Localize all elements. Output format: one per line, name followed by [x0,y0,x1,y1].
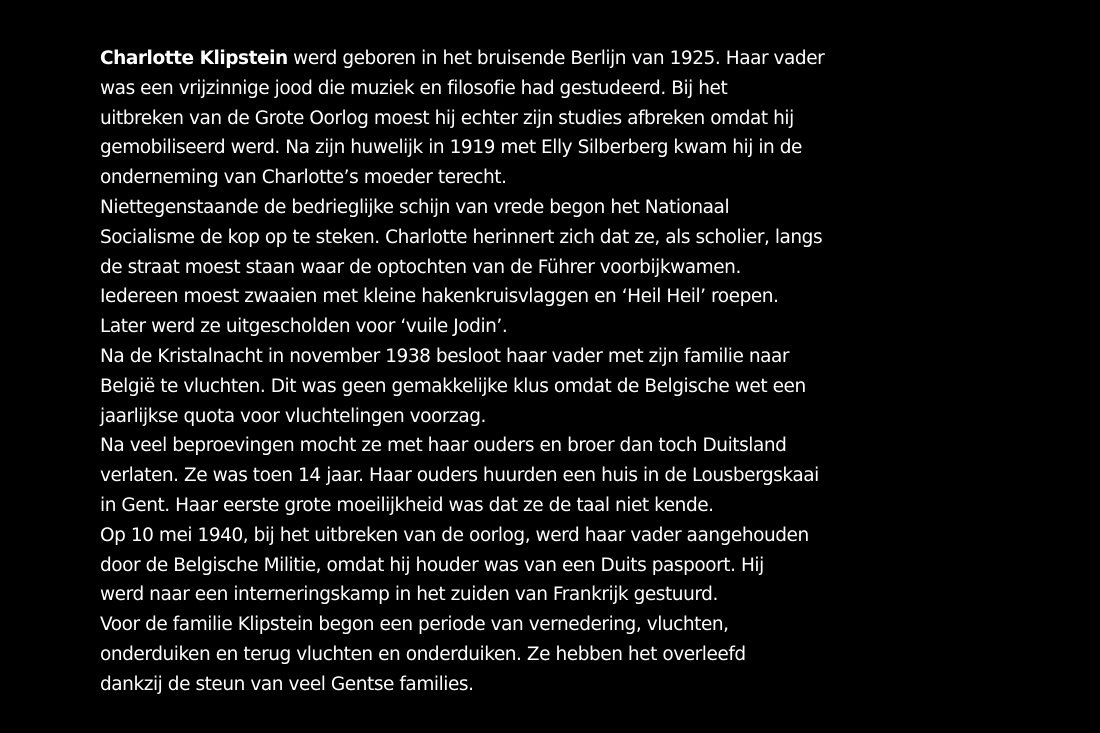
text-line: Socialisme de kop op te steken. Charlotte herinnert zich dat ze, als scholier, langs [100,226,823,248]
text-line: onderduiken en terug vluchten en onderduiken. Ze hebben het overleefd [100,643,746,665]
text-line: uitbreken van de Grote Oorlog moest hij echter zijn studies afbreken omdat hij [100,107,794,129]
text-line: Iedereen moest zwaaien met kleine hakenkruisvlaggen en ‘Heil Heil’ roepen. [100,286,779,308]
text-line: werd naar een interneringskamp in het zuiden van Frankrijk gestuurd. [100,584,718,606]
text-line: was een vrijzinnige jood die muziek en filosofie had gestudeerd. Bij het [100,77,728,99]
text-line: verlaten. Ze was toen 14 jaar. Haar ouders huurden een huis in de Lousbergskaai [100,465,819,487]
text-line: Op 10 mei 1940, bij het uitbreken van de oorlog, werd haar vader aangehouden [100,524,809,546]
text-line: gemobiliseerd werd. Na zijn huwelijk in 1919 met Elly Silberberg kwam hij in de [100,137,802,159]
text-line: onderneming van Charlotte’s moeder terecht. [100,167,507,189]
biography-text [100,44,940,700]
text-line-1 [100,44,940,74]
person-name: Charlotte Klipstein [100,48,288,69]
text-line: Na veel beproevingen mocht ze met haar ouders en broer dan toch Duitsland [100,435,787,457]
text-line: Later werd ze uitgescholden voor ‘vuile Jodin’. [100,316,508,338]
first-line-text: werd geboren in het bruisende Berlijn van 1925. Haar vader [287,48,825,69]
text-line: jaarlijkse quota voor vluchtelingen voorzag. [100,405,486,427]
text-line: door de Belgische Militie, omdat hij houder was van een Duits paspoort. Hij [100,554,764,576]
text-line: dankzij de steun van veel Gentse families. [100,673,474,695]
text-line: Na de Kristalnacht in november 1938 besloot haar vader met zijn familie naar [100,345,790,367]
text-line: de straat moest staan waar de optochten van de Führer voorbijkwamen. [100,256,741,278]
text-line: Niettegenstaande de bedrieglijke schijn van vrede begon het Nationaal [100,196,730,218]
text-line: België te vluchten. Dit was geen gemakkelijke klus omdat de Belgische wet een [100,375,806,397]
text-line: in Gent. Haar eerste grote moeilijkheid was dat ze de taal niet kende. [100,494,714,516]
text-line: Voor de familie Klipstein begon een periode van vernedering, vluchten, [100,614,729,636]
